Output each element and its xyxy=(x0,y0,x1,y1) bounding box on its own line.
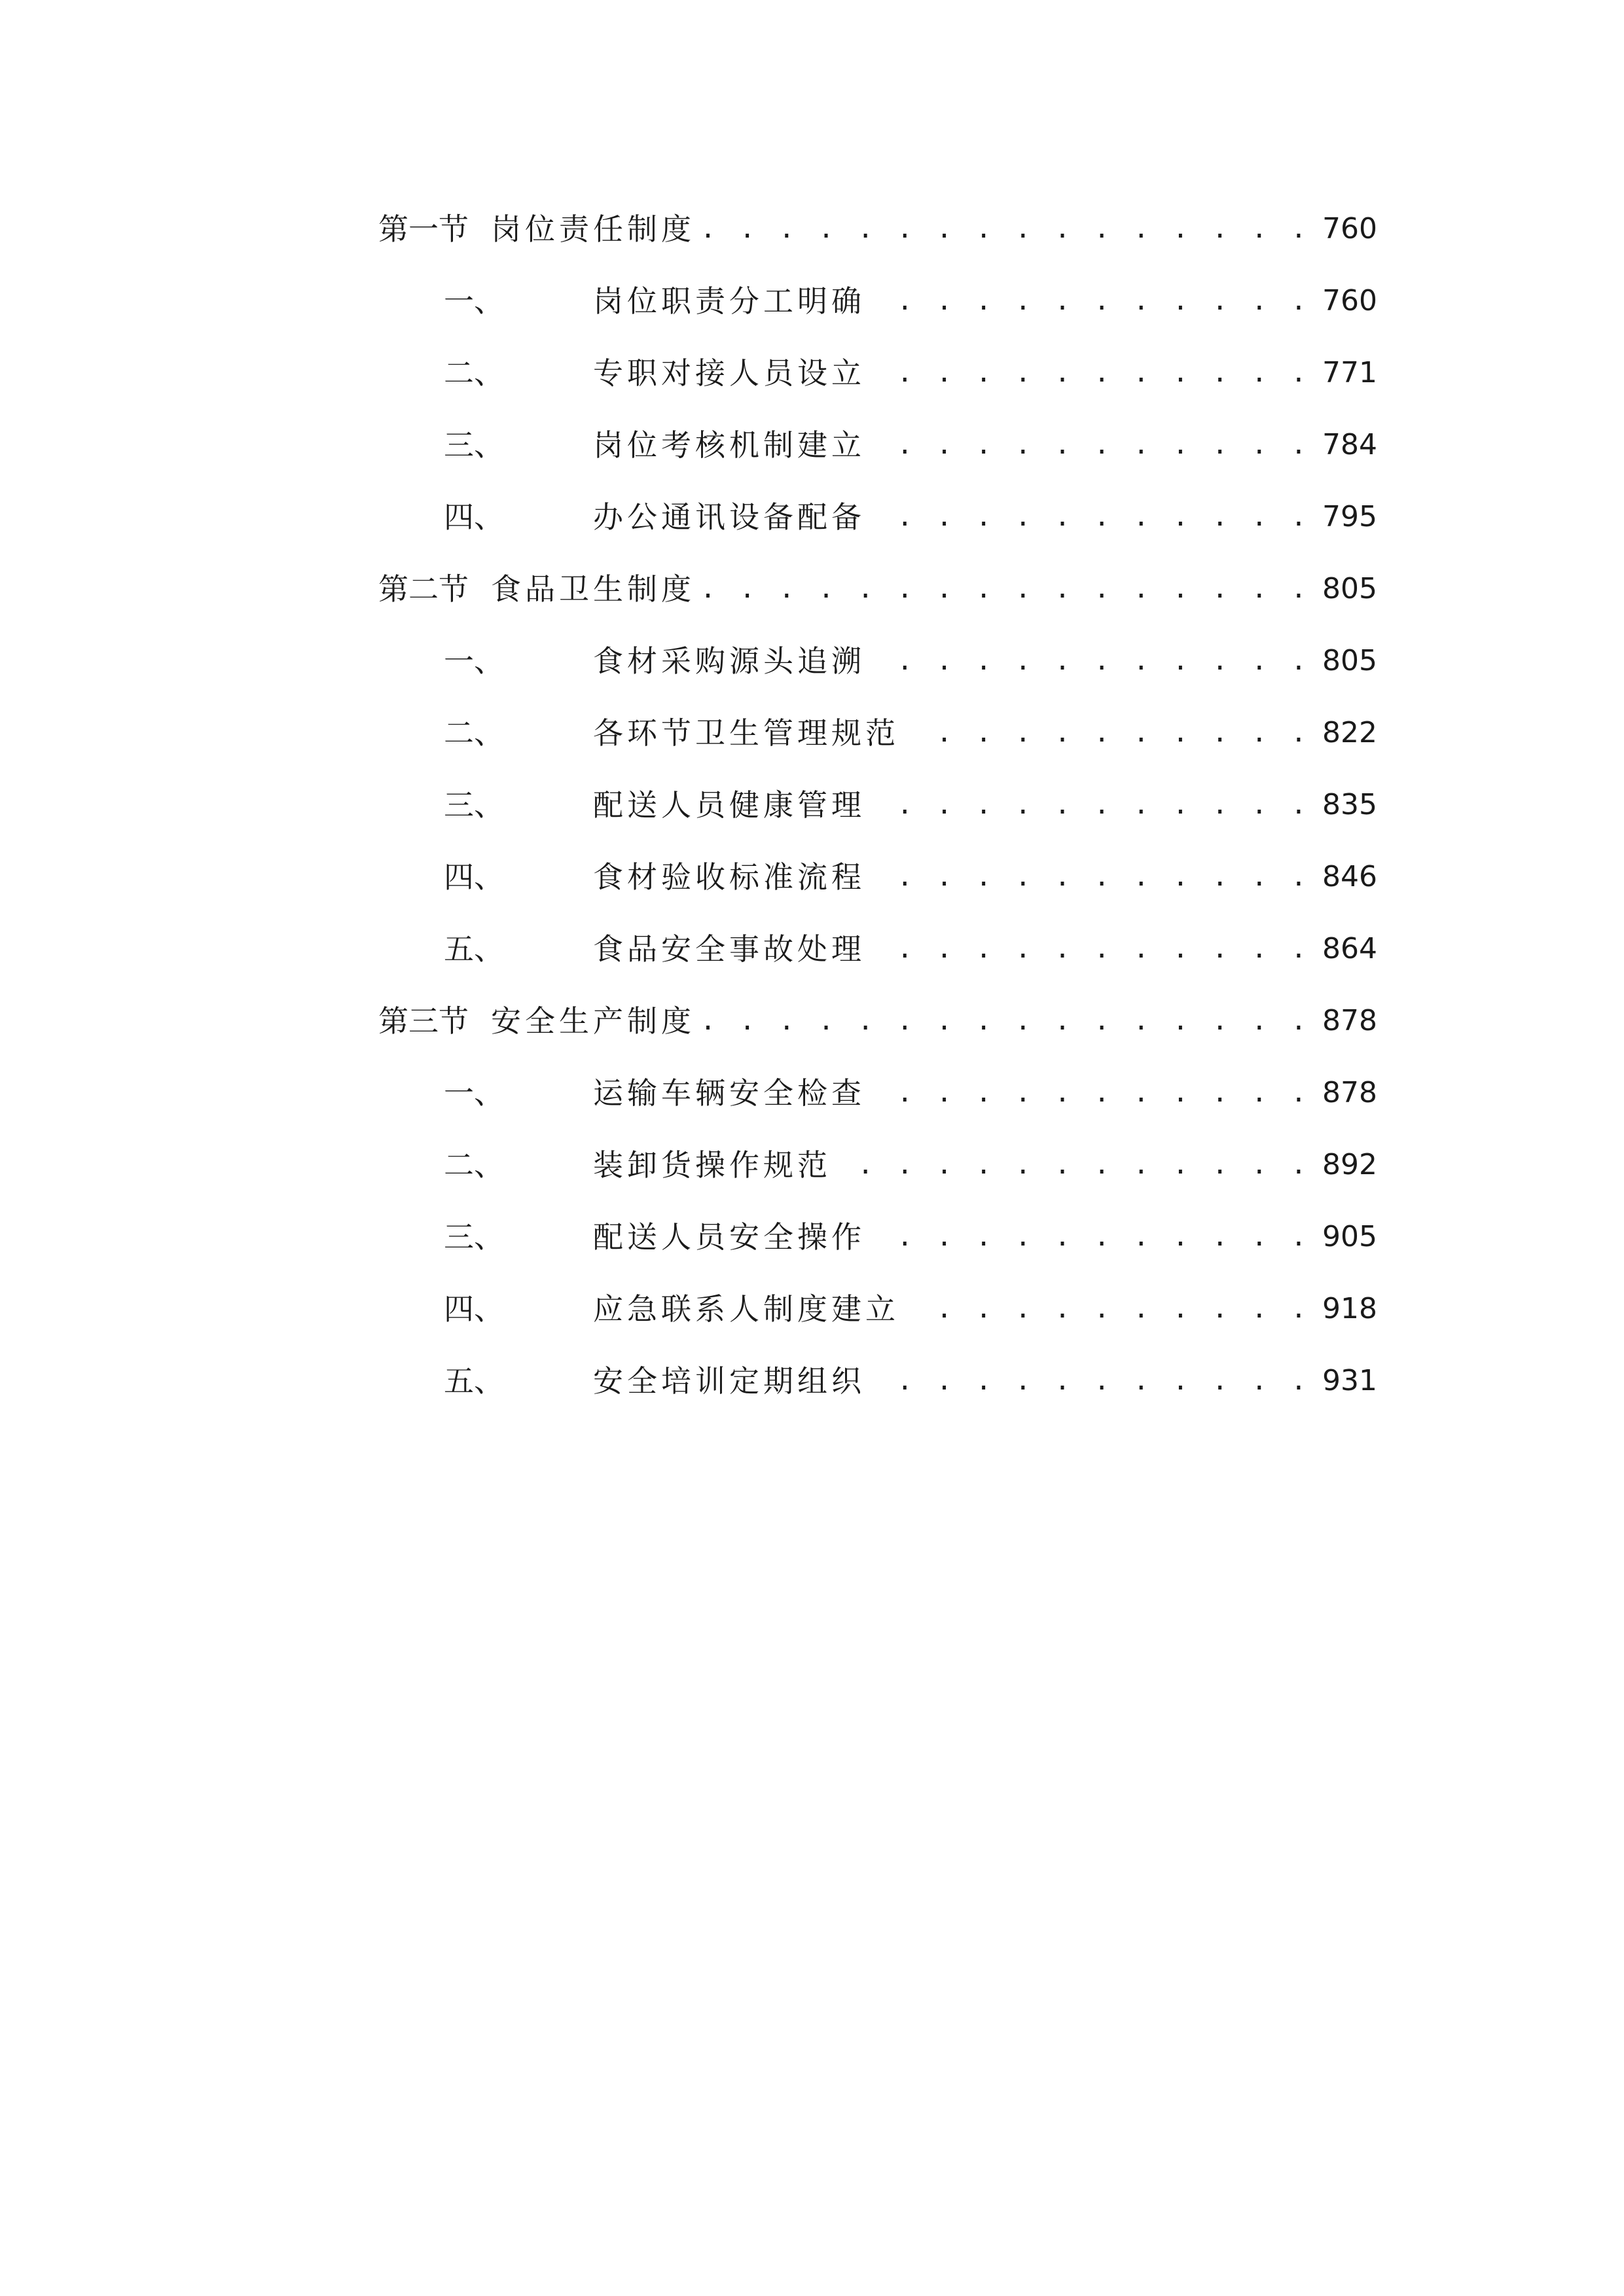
toc-title: 食材验收标准流程 xyxy=(593,859,865,895)
toc-section-number: 第三节 xyxy=(378,1003,469,1039)
dot-leader xyxy=(875,1211,1310,1263)
toc-item-number: 三、 xyxy=(444,427,504,463)
toc-title: 配送人员安全操作 xyxy=(593,1219,865,1255)
toc-item-number: 二、 xyxy=(444,1147,504,1183)
toc-title: 专职对接人员设立 xyxy=(593,355,865,391)
dot-leader xyxy=(704,563,1310,615)
dot-leader xyxy=(875,779,1310,831)
dot-leader xyxy=(875,491,1310,543)
toc-page-number: 822 xyxy=(1322,716,1377,749)
toc-page-number: 795 xyxy=(1322,500,1377,533)
toc-page-number: 878 xyxy=(1322,1076,1377,1109)
toc-title: 安全培训定期组织 xyxy=(593,1363,865,1399)
toc-title: 食品安全事故处理 xyxy=(593,931,865,967)
toc-entry[interactable] xyxy=(378,491,1377,543)
dot-leader xyxy=(909,707,1310,759)
toc-title: 办公通讯设备配备 xyxy=(593,499,865,535)
toc-entry[interactable] xyxy=(378,203,1377,255)
dot-leader xyxy=(875,347,1310,399)
toc-section-number: 第一节 xyxy=(378,211,469,247)
toc-page-number: 918 xyxy=(1322,1292,1377,1325)
toc-item-number: 一、 xyxy=(444,643,504,679)
dot-leader xyxy=(840,1139,1310,1191)
toc-entry[interactable] xyxy=(378,1211,1377,1263)
toc-page-number: 846 xyxy=(1322,860,1377,893)
toc-item-number: 五、 xyxy=(444,1363,504,1399)
toc-page-number: 760 xyxy=(1322,212,1377,245)
toc-title: 运输车辆安全检查 xyxy=(593,1075,865,1111)
toc-title: 岗位考核机制建立 xyxy=(593,427,865,463)
toc-item-number: 二、 xyxy=(444,355,504,391)
toc-title: 食品卫生制度 xyxy=(491,571,695,607)
toc-page-number: 805 xyxy=(1322,572,1377,605)
toc-title: 岗位责任制度 xyxy=(491,211,695,247)
dot-leader xyxy=(875,851,1310,903)
toc-entry[interactable] xyxy=(378,923,1377,975)
toc-page-number: 760 xyxy=(1322,284,1377,317)
toc-section-number: 第二节 xyxy=(378,571,469,607)
toc-page-number: 905 xyxy=(1322,1220,1377,1253)
dot-leader xyxy=(875,419,1310,471)
toc-title: 各环节卫生管理规范 xyxy=(593,715,899,751)
toc-title: 安全生产制度 xyxy=(491,1003,695,1039)
toc-item-number: 一、 xyxy=(444,283,504,319)
toc-item-number: 四、 xyxy=(444,859,504,895)
dot-leader xyxy=(875,923,1310,975)
toc-title: 配送人员健康管理 xyxy=(593,787,865,823)
toc-entry[interactable] xyxy=(378,1283,1377,1335)
toc-entry[interactable] xyxy=(378,419,1377,471)
dot-leader xyxy=(875,1067,1310,1119)
toc-entry[interactable] xyxy=(378,851,1377,903)
toc-page-number: 931 xyxy=(1322,1364,1377,1397)
toc-item-number: 三、 xyxy=(444,787,504,823)
toc-entry[interactable] xyxy=(378,779,1377,831)
toc-page-number: 784 xyxy=(1322,428,1377,461)
toc-title: 应急联系人制度建立 xyxy=(593,1291,899,1327)
toc-item-number: 二、 xyxy=(444,715,504,751)
toc-item-number: 四、 xyxy=(444,1291,504,1327)
toc-page-number: 835 xyxy=(1322,788,1377,821)
toc-item-number: 一、 xyxy=(444,1075,504,1111)
toc-entry[interactable] xyxy=(378,1139,1377,1191)
toc-title: 食材采购源头追溯 xyxy=(593,643,865,679)
toc-entry[interactable] xyxy=(378,563,1377,615)
toc-page-number: 864 xyxy=(1322,932,1377,965)
toc-entry[interactable] xyxy=(378,275,1377,327)
toc-entry[interactable] xyxy=(378,995,1377,1047)
toc-page-number: 805 xyxy=(1322,644,1377,677)
toc-title: 装卸货操作规范 xyxy=(593,1147,831,1183)
toc-item-number: 五、 xyxy=(444,931,504,967)
toc-entry[interactable] xyxy=(378,1355,1377,1407)
toc-item-number: 四、 xyxy=(444,499,504,535)
toc-item-number: 三、 xyxy=(444,1219,504,1255)
toc-title: 岗位职责分工明确 xyxy=(593,283,865,319)
toc-entry[interactable] xyxy=(378,347,1377,399)
toc-page-number: 892 xyxy=(1322,1148,1377,1181)
dot-leader xyxy=(875,275,1310,327)
toc-entry[interactable] xyxy=(378,1067,1377,1119)
dot-leader xyxy=(875,1355,1310,1407)
dot-leader xyxy=(909,1283,1310,1335)
dot-leader xyxy=(875,635,1310,687)
dot-leader xyxy=(704,995,1310,1047)
toc-entry[interactable] xyxy=(378,707,1377,759)
toc-entry[interactable] xyxy=(378,635,1377,687)
toc-page-number: 878 xyxy=(1322,1004,1377,1037)
dot-leader xyxy=(704,203,1310,255)
toc-page-number: 771 xyxy=(1322,356,1377,389)
